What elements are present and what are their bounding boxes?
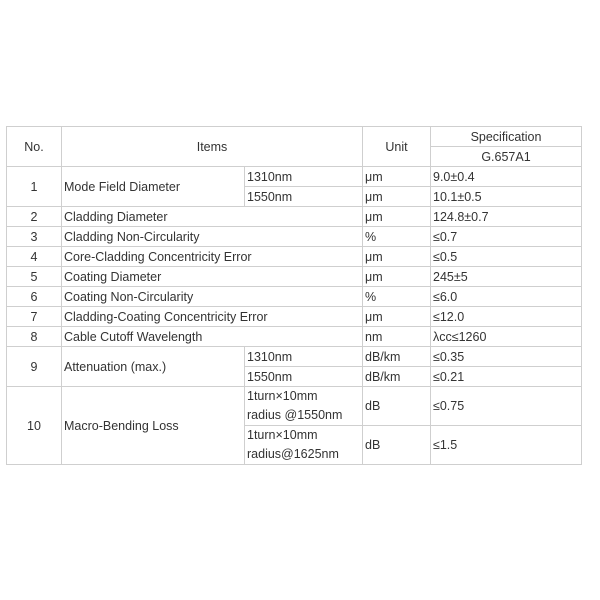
item-name: Cable Cutoff Wavelength	[62, 327, 363, 347]
condition-line: 1turn×10mm	[247, 428, 318, 442]
item-unit: %	[363, 287, 431, 307]
table-row	[7, 227, 582, 247]
header-grade: G.657A1	[431, 147, 582, 167]
condition-line: radius @1550nm	[247, 408, 343, 422]
item-name: Cladding-Coating Concentricity Error	[62, 307, 363, 327]
row-number: 8	[7, 327, 62, 347]
row-number: 5	[7, 267, 62, 287]
item-name: Mode Field Diameter	[62, 167, 245, 207]
item-name: Cladding Non-Circularity	[62, 227, 363, 247]
row-number: 9	[7, 347, 62, 387]
table-row	[7, 387, 582, 426]
row-number: 1	[7, 167, 62, 207]
item-unit: dB/km	[363, 347, 431, 367]
item-unit: μm	[363, 187, 431, 207]
item-unit: dB/km	[363, 367, 431, 387]
item-condition: 1310nm	[245, 347, 363, 367]
table-row	[7, 307, 582, 327]
table-row	[7, 327, 582, 347]
row-number: 3	[7, 227, 62, 247]
item-unit: %	[363, 227, 431, 247]
item-value: ≤0.21	[431, 367, 582, 387]
item-condition: 1310nm	[245, 167, 363, 187]
header-items: Items	[62, 127, 363, 167]
condition-line: radius@1625nm	[247, 447, 339, 461]
item-value: λcc≤1260	[431, 327, 582, 347]
item-condition	[245, 426, 363, 465]
item-value: ≤0.7	[431, 227, 582, 247]
item-unit: μm	[363, 247, 431, 267]
row-number: 4	[7, 247, 62, 267]
row-number: 10	[7, 387, 62, 465]
item-name: Cladding Diameter	[62, 207, 363, 227]
item-condition: 1550nm	[245, 367, 363, 387]
item-unit: μm	[363, 307, 431, 327]
item-condition	[245, 387, 363, 426]
item-unit: dB	[363, 387, 431, 426]
header-unit: Unit	[363, 127, 431, 167]
item-name: Coating Non-Circularity	[62, 287, 363, 307]
item-value: ≤12.0	[431, 307, 582, 327]
item-unit: nm	[363, 327, 431, 347]
item-unit: μm	[363, 267, 431, 287]
condition-line: 1turn×10mm	[247, 389, 318, 403]
header-specification: Specification	[431, 127, 582, 147]
item-unit: dB	[363, 426, 431, 465]
item-value: 10.1±0.5	[431, 187, 582, 207]
header-no: No.	[7, 127, 62, 167]
item-condition: 1550nm	[245, 187, 363, 207]
item-value: ≤0.75	[431, 387, 582, 426]
item-name: Macro-Bending Loss	[62, 387, 245, 465]
item-value: 124.8±0.7	[431, 207, 582, 227]
row-number: 6	[7, 287, 62, 307]
item-value: ≤6.0	[431, 287, 582, 307]
table-row	[7, 167, 582, 187]
table-header-row	[7, 127, 582, 147]
item-value: ≤0.5	[431, 247, 582, 267]
table-row	[7, 287, 582, 307]
table-row	[7, 247, 582, 267]
row-number: 2	[7, 207, 62, 227]
item-name: Coating Diameter	[62, 267, 363, 287]
item-value: ≤0.35	[431, 347, 582, 367]
item-value: 9.0±0.4	[431, 167, 582, 187]
table-row	[7, 267, 582, 287]
table-row	[7, 347, 582, 367]
item-unit: μm	[363, 167, 431, 187]
row-number: 7	[7, 307, 62, 327]
item-value: 245±5	[431, 267, 582, 287]
fiber-spec-table	[6, 126, 582, 465]
item-unit: μm	[363, 207, 431, 227]
table-row	[7, 207, 582, 227]
item-name: Attenuation (max.)	[62, 347, 245, 387]
item-name: Core-Cladding Concentricity Error	[62, 247, 363, 267]
item-value: ≤1.5	[431, 426, 582, 465]
